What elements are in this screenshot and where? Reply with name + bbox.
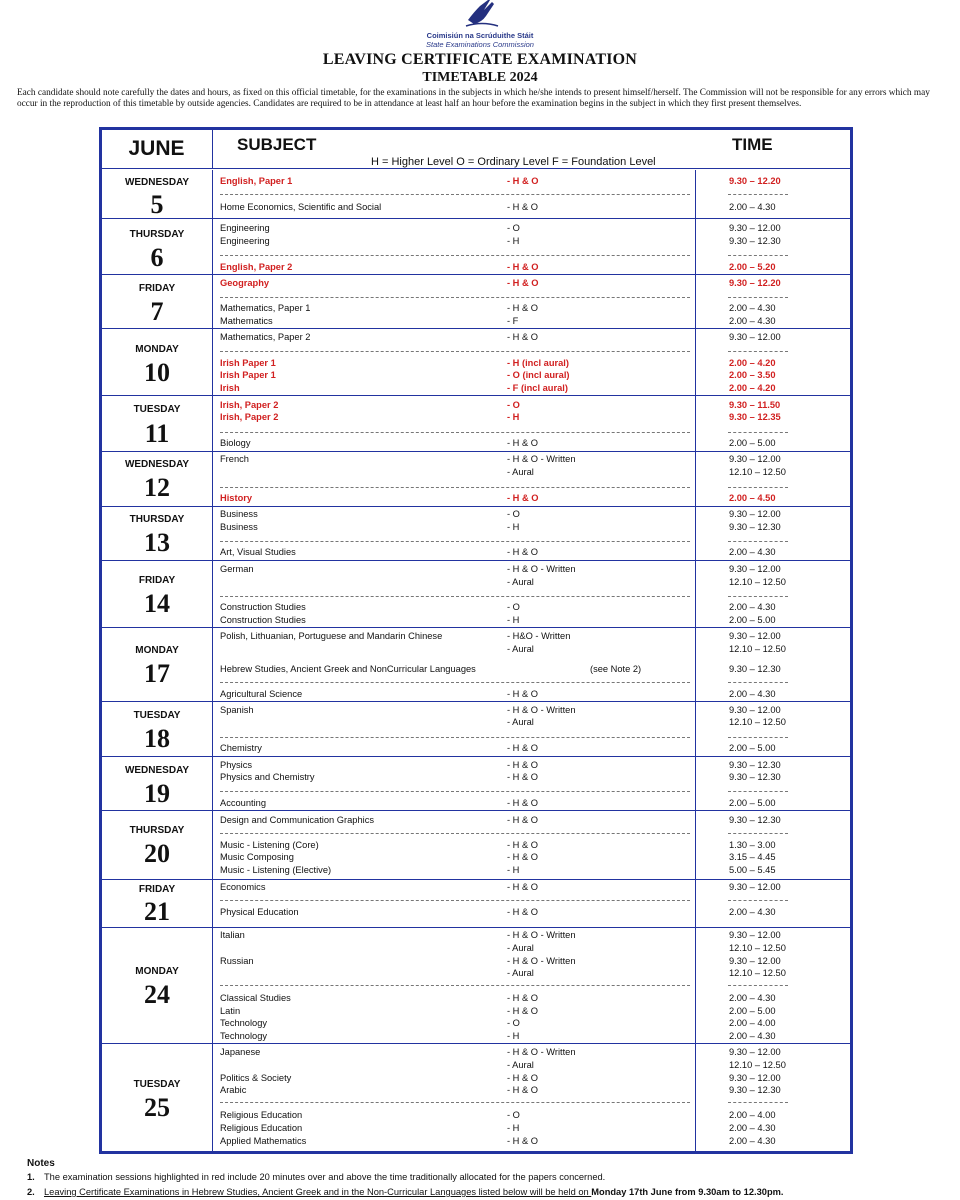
date-number: 10 — [144, 358, 170, 387]
exam-subject: Home Economics, Scientific and Social — [220, 202, 382, 212]
day-block — [101, 451, 851, 506]
page-subtitle: TIMETABLE 2024 — [422, 70, 538, 85]
date-number: 13 — [144, 528, 170, 557]
exam-level: - H & O — [507, 840, 538, 850]
session-divider — [728, 833, 788, 834]
exam-subject: Mathematics, Paper 1 — [220, 303, 311, 313]
weekday-label: THURSDAY — [129, 825, 185, 836]
exam-subject: Religious Education — [220, 1123, 303, 1133]
exam-subject: Irish — [220, 383, 240, 393]
exam-level: - H & O — [507, 882, 538, 892]
month-header: JUNE — [101, 129, 213, 169]
weekday-label: THURSDAY — [129, 229, 185, 240]
exam-time: 2.00 – 4.30 — [729, 1031, 776, 1041]
weekday-label: FRIDAY — [138, 575, 176, 586]
exam-time: 9.30 – 12.00 — [729, 564, 781, 574]
intro-paragraph: Each candidate should note carefully the dates and hours, as fixed on this official timetable, for the examinations in the subjects in which he/she intends to present himself/herself. The Commission will not be responsible for any errors which may occur in the reproduction of this timetable by outside agencies. Candidates are required to be in attendance at least half an hour before the examination begins in the subject in which they first present themselves. — [17, 88, 930, 109]
exam-level: - O — [507, 223, 520, 233]
exam-level: - O (incl aural) — [507, 370, 570, 380]
date-number: 11 — [144, 419, 170, 448]
day-block — [101, 328, 851, 395]
page-title: LEAVING CERTIFICATE EXAMINATION — [322, 51, 638, 68]
exam-time: 9.30 – 12.00 — [729, 882, 781, 892]
exam-level: - H — [507, 522, 520, 532]
exam-subject: Business — [220, 522, 258, 532]
session-divider — [728, 985, 788, 986]
org-name-english: State Examinations Commission — [426, 40, 534, 49]
note-2: 2. Leaving Certificate Examinations in Hebrew Studies, Ancient Greek and in the Non-Curricular Languages listed below will be held on Monday 17th June from 9.30am to 12.30pm. — [27, 1187, 784, 1197]
exam-level: - H & O — [507, 262, 539, 272]
exam-time: 2.00 – 5.00 — [729, 743, 776, 753]
exam-level: - H — [507, 1123, 520, 1133]
exam-level: - H & O - Written — [507, 454, 576, 464]
date-number: 24 — [144, 980, 170, 1009]
exam-subject: Music Composing — [220, 852, 294, 862]
exam-time: 9.30 – 12.00 — [729, 1047, 781, 1057]
date-number: 21 — [144, 897, 170, 926]
exam-level: - O — [507, 602, 520, 612]
session-divider — [728, 255, 788, 256]
exam-subject: Accounting — [220, 798, 266, 808]
exam-subject: Politics & Society — [220, 1073, 292, 1083]
session-divider — [220, 1102, 690, 1103]
session-divider — [220, 682, 690, 683]
session-divider — [220, 255, 690, 256]
exam-subject: Construction Studies — [220, 602, 306, 612]
exam-time: 2.00 – 5.00 — [729, 798, 776, 808]
exam-level: - H & O — [507, 493, 539, 503]
session-divider — [220, 900, 690, 901]
exam-time: 9.30 – 12.00 — [729, 705, 781, 715]
exam-subject: English, Paper 2 — [220, 262, 293, 272]
weekday-label: TUESDAY — [133, 710, 181, 721]
weekday-label: MONDAY — [135, 966, 179, 977]
exam-subject: German — [220, 564, 254, 574]
session-divider — [220, 791, 690, 792]
notes-title: Notes — [27, 1158, 55, 1169]
day-block — [101, 274, 851, 328]
exam-time: 12.10 – 12.50 — [729, 943, 786, 953]
exam-level: - H — [507, 236, 520, 246]
table-header — [101, 129, 851, 169]
exam-subject: Mathematics — [220, 316, 273, 326]
weekday-label: WEDNESDAY — [124, 765, 190, 776]
exam-time: 9.30 – 11.50 — [729, 400, 781, 410]
exam-level: - H & O — [507, 303, 538, 313]
exam-subject: Mathematics, Paper 2 — [220, 332, 311, 342]
exam-subject: Religious Education — [220, 1110, 303, 1120]
exam-time: 9.30 – 12.00 — [729, 454, 781, 464]
exam-level: - H & O - Written — [507, 705, 576, 715]
exam-time: 3.15 – 4.45 — [729, 852, 776, 862]
date-number: 5 — [150, 190, 164, 219]
exam-subject: Irish, Paper 2 — [220, 400, 279, 410]
exam-subject: Physics and Chemistry — [220, 772, 315, 782]
session-divider — [728, 900, 788, 901]
session-divider — [220, 985, 690, 986]
exam-level: - H & O — [507, 547, 538, 557]
subject-header: SUBJECT — [237, 135, 317, 154]
exam-time: 2.00 – 4.30 — [729, 303, 776, 313]
exam-subject: Engineering — [220, 236, 270, 246]
session-divider — [728, 737, 788, 738]
time-header: TIME — [732, 135, 773, 154]
exam-level: - H & O — [507, 760, 538, 770]
exam-time: 2.00 – 4.30 — [729, 907, 776, 917]
date-number: 6 — [150, 243, 164, 272]
session-divider — [220, 432, 690, 433]
exam-subject: Irish Paper 1 — [220, 358, 276, 368]
exam-time: 9.30 – 12.20 — [729, 176, 781, 186]
exam-time: 9.30 – 12.00 — [729, 509, 781, 519]
exam-level: - H & O — [507, 993, 538, 1003]
exam-time: 12.10 – 12.50 — [729, 577, 786, 587]
exam-level: - Aural — [507, 968, 534, 978]
exam-subject: Biology — [220, 438, 251, 448]
exam-level: - O — [507, 400, 520, 410]
exam-level: - H & O — [507, 743, 538, 753]
exam-time: 9.30 – 12.00 — [729, 956, 781, 966]
exam-level: - H & O — [507, 1136, 538, 1146]
exam-time: 9.30 – 12.30 — [729, 815, 781, 825]
exam-level: - Aural — [507, 644, 534, 654]
weekday-label: WEDNESDAY — [124, 177, 190, 188]
exam-level: - H — [507, 412, 520, 422]
exam-time: 9.30 – 12.00 — [729, 332, 781, 342]
exam-level: - O — [507, 1110, 520, 1120]
exam-level: - H & O — [507, 852, 538, 862]
exam-time: 12.10 – 12.50 — [729, 1060, 786, 1070]
exam-level: - H & O — [507, 1085, 538, 1095]
exam-subject: Japanese — [220, 1047, 261, 1057]
exam-level: - F — [507, 316, 519, 326]
exam-subject: French — [220, 454, 249, 464]
exam-level: - H & O — [507, 202, 538, 212]
exam-subject: History — [220, 493, 253, 503]
exam-level: - Aural — [507, 1060, 534, 1070]
exam-subject: Economics — [220, 882, 266, 892]
exam-time: 1.30 – 3.00 — [729, 840, 776, 850]
exam-level: - H & O — [507, 907, 538, 917]
exam-time: 2.00 – 5.00 — [729, 615, 776, 625]
exam-subject: Construction Studies — [220, 615, 306, 625]
weekday-label: WEDNESDAY — [124, 459, 190, 470]
exam-time: 12.10 – 12.50 — [729, 968, 786, 978]
session-divider — [728, 351, 788, 352]
exam-level: - H & O — [507, 176, 539, 186]
exam-subject: Polish, Lithuanian, Portuguese and Mandarin Chinese — [220, 631, 443, 641]
exam-subject: Art, Visual Studies — [220, 547, 296, 557]
exam-subject: Russian — [220, 956, 254, 966]
session-divider — [220, 596, 690, 597]
exam-time: 9.30 – 12.00 — [729, 631, 781, 641]
exam-time: 9.30 – 12.30 — [729, 664, 781, 674]
exam-time: 2.00 – 4.30 — [729, 202, 776, 212]
exam-time: 2.00 – 4.30 — [729, 602, 776, 612]
session-divider — [220, 833, 690, 834]
exam-time: 12.10 – 12.50 — [729, 644, 786, 654]
exam-subject: Arabic — [220, 1085, 247, 1095]
day-block — [101, 879, 851, 927]
session-divider — [220, 351, 690, 352]
exam-subject: Italian — [220, 930, 245, 940]
exam-time: 2.00 – 4.20 — [729, 383, 776, 393]
exam-time: 2.00 – 4.00 — [729, 1018, 776, 1028]
exam-time: 2.00 – 5.00 — [729, 1006, 776, 1016]
weekday-label: MONDAY — [135, 645, 179, 656]
exam-subject: Chemistry — [220, 743, 262, 753]
exam-time: 12.10 – 12.50 — [729, 717, 786, 727]
session-divider — [728, 682, 788, 683]
exam-level: - H — [507, 615, 520, 625]
level-key: H = Higher Level O = Ordinary Level F = Foundation Level — [371, 156, 656, 168]
session-divider — [220, 541, 690, 542]
date-number: 19 — [144, 779, 170, 808]
exam-level: - H & O — [507, 332, 538, 342]
session-divider — [728, 487, 788, 488]
day-block — [101, 756, 851, 810]
exam-level: - H & O — [507, 689, 538, 699]
exam-level: - O — [507, 509, 520, 519]
exam-subject: Music - Listening (Core) — [220, 840, 319, 850]
exam-subject: Classical Studies — [220, 993, 291, 1003]
exam-time: 12.10 – 12.50 — [729, 467, 786, 477]
exam-subject: Business — [220, 509, 258, 519]
session-divider — [220, 737, 690, 738]
date-number: 17 — [144, 659, 170, 688]
exam-time: 9.30 – 12.30 — [729, 1085, 781, 1095]
date-number: 14 — [144, 589, 170, 618]
exam-level: - Aural — [507, 717, 534, 727]
day-block — [101, 1043, 851, 1152]
session-divider — [728, 791, 788, 792]
exam-subject: Engineering — [220, 223, 270, 233]
exam-level: - Aural — [507, 467, 534, 477]
exam-time: 9.30 – 12.30 — [729, 522, 781, 532]
exam-level: - H & O - Written — [507, 564, 576, 574]
exam-subject: Spanish — [220, 705, 254, 715]
exam-time: 2.00 – 4.30 — [729, 1123, 776, 1133]
exam-subject: Irish Paper 1 — [220, 370, 276, 380]
exam-subject: Technology — [220, 1031, 268, 1041]
exam-time: 2.00 – 4.00 — [729, 1110, 776, 1120]
org-name-irish: Coimisiún na Scrúduithe Stáit — [426, 31, 534, 40]
exam-time: 9.30 – 12.20 — [729, 278, 781, 288]
date-number: 20 — [144, 839, 170, 868]
exam-time: 2.00 – 4.50 — [729, 493, 776, 503]
exam-subject: Technology — [220, 1018, 268, 1028]
weekday-label: FRIDAY — [138, 283, 176, 294]
exam-subject: Music - Listening (Elective) — [220, 865, 332, 875]
exam-level: - O — [507, 1018, 520, 1028]
exam-time: 2.00 – 5.00 — [729, 438, 776, 448]
exam-subject: Physics — [220, 760, 253, 770]
exam-level: - H & O — [507, 1006, 538, 1016]
session-divider — [220, 297, 690, 298]
weekday-label: TUESDAY — [133, 404, 181, 415]
exam-subject: Physical Education — [220, 907, 299, 917]
exam-level: - H & O - Written — [507, 930, 576, 940]
exam-time: 2.00 – 4.30 — [729, 993, 776, 1003]
note-1: 1. The examination sessions highlighted in red include 20 minutes over and above the time traditionally allocated for the papers concerned. — [27, 1172, 606, 1182]
weekday-label: TUESDAY — [133, 1079, 181, 1090]
exam-level: - H & O - Written — [507, 956, 576, 966]
day-block — [101, 395, 851, 451]
exam-time: 2.00 – 4.30 — [729, 1136, 776, 1146]
date-number: 18 — [144, 724, 170, 753]
exam-subject: English, Paper 1 — [220, 176, 293, 186]
exam-subject: Agricultural Science — [220, 689, 303, 699]
exam-time: 9.30 – 12.00 — [729, 1073, 781, 1083]
weekday-label: MONDAY — [135, 344, 179, 355]
exam-time: 2.00 – 4.30 — [729, 316, 776, 326]
day-block — [101, 506, 851, 560]
exam-subject: Design and Communication Graphics — [220, 815, 374, 825]
session-divider — [728, 432, 788, 433]
day-block — [101, 218, 851, 274]
session-divider — [728, 541, 788, 542]
exam-level: - Aural — [507, 943, 534, 953]
exam-subject: Geography — [220, 278, 270, 288]
exam-level: (see Note 2) — [590, 664, 642, 674]
exam-level: - Aural — [507, 577, 534, 587]
exam-time: 2.00 – 4.20 — [729, 358, 776, 368]
exam-level: - H & O — [507, 278, 539, 288]
day-block — [101, 810, 851, 879]
exam-level: - H (incl aural) — [507, 358, 569, 368]
exam-time: 2.00 – 5.20 — [729, 262, 776, 272]
session-divider — [728, 194, 788, 195]
exam-time: 2.00 – 4.30 — [729, 689, 776, 699]
exam-subject: Latin — [220, 1006, 241, 1016]
day-block — [101, 560, 851, 627]
exam-level: - H & O — [507, 1073, 538, 1083]
session-divider — [728, 1102, 788, 1103]
sec-logo — [462, 0, 502, 30]
exam-time: 5.00 – 5.45 — [729, 865, 776, 875]
date-number: 7 — [150, 297, 164, 326]
exam-level: - H — [507, 865, 520, 875]
exam-time: 2.00 – 3.50 — [729, 370, 776, 380]
exam-level: - F (incl aural) — [507, 383, 568, 393]
date-number: 12 — [144, 473, 170, 502]
date-number: 25 — [144, 1093, 170, 1122]
exam-time: 9.30 – 12.30 — [729, 772, 781, 782]
exam-level: - H & O — [507, 815, 538, 825]
exam-level: - H & O — [507, 772, 538, 782]
exam-level: - H & O — [507, 438, 538, 448]
day-block — [101, 701, 851, 756]
session-divider — [220, 194, 690, 195]
exam-time: 9.30 – 12.00 — [729, 930, 781, 940]
exam-subject: Hebrew Studies, Ancient Greek and NonCurricular Languages — [220, 664, 476, 674]
exam-time: 9.30 – 12.30 — [729, 236, 781, 246]
exam-level: - H & O — [507, 798, 538, 808]
exam-level: - H & O - Written — [507, 1047, 576, 1057]
exam-level: - H — [507, 1031, 520, 1041]
weekday-label: THURSDAY — [129, 514, 185, 525]
session-divider — [728, 297, 788, 298]
exam-time: 9.30 – 12.00 — [729, 223, 781, 233]
session-divider — [220, 487, 690, 488]
exam-level: - H&O - Written — [507, 631, 571, 641]
day-block — [101, 627, 851, 701]
exam-time: 9.30 – 12.35 — [729, 412, 781, 422]
exam-time: 9.30 – 12.30 — [729, 760, 781, 770]
session-divider — [728, 596, 788, 597]
weekday-label: FRIDAY — [138, 884, 176, 895]
exam-subject: Irish, Paper 2 — [220, 412, 279, 422]
exam-time: 2.00 – 4.30 — [729, 547, 776, 557]
exam-subject: Applied Mathematics — [220, 1136, 307, 1146]
